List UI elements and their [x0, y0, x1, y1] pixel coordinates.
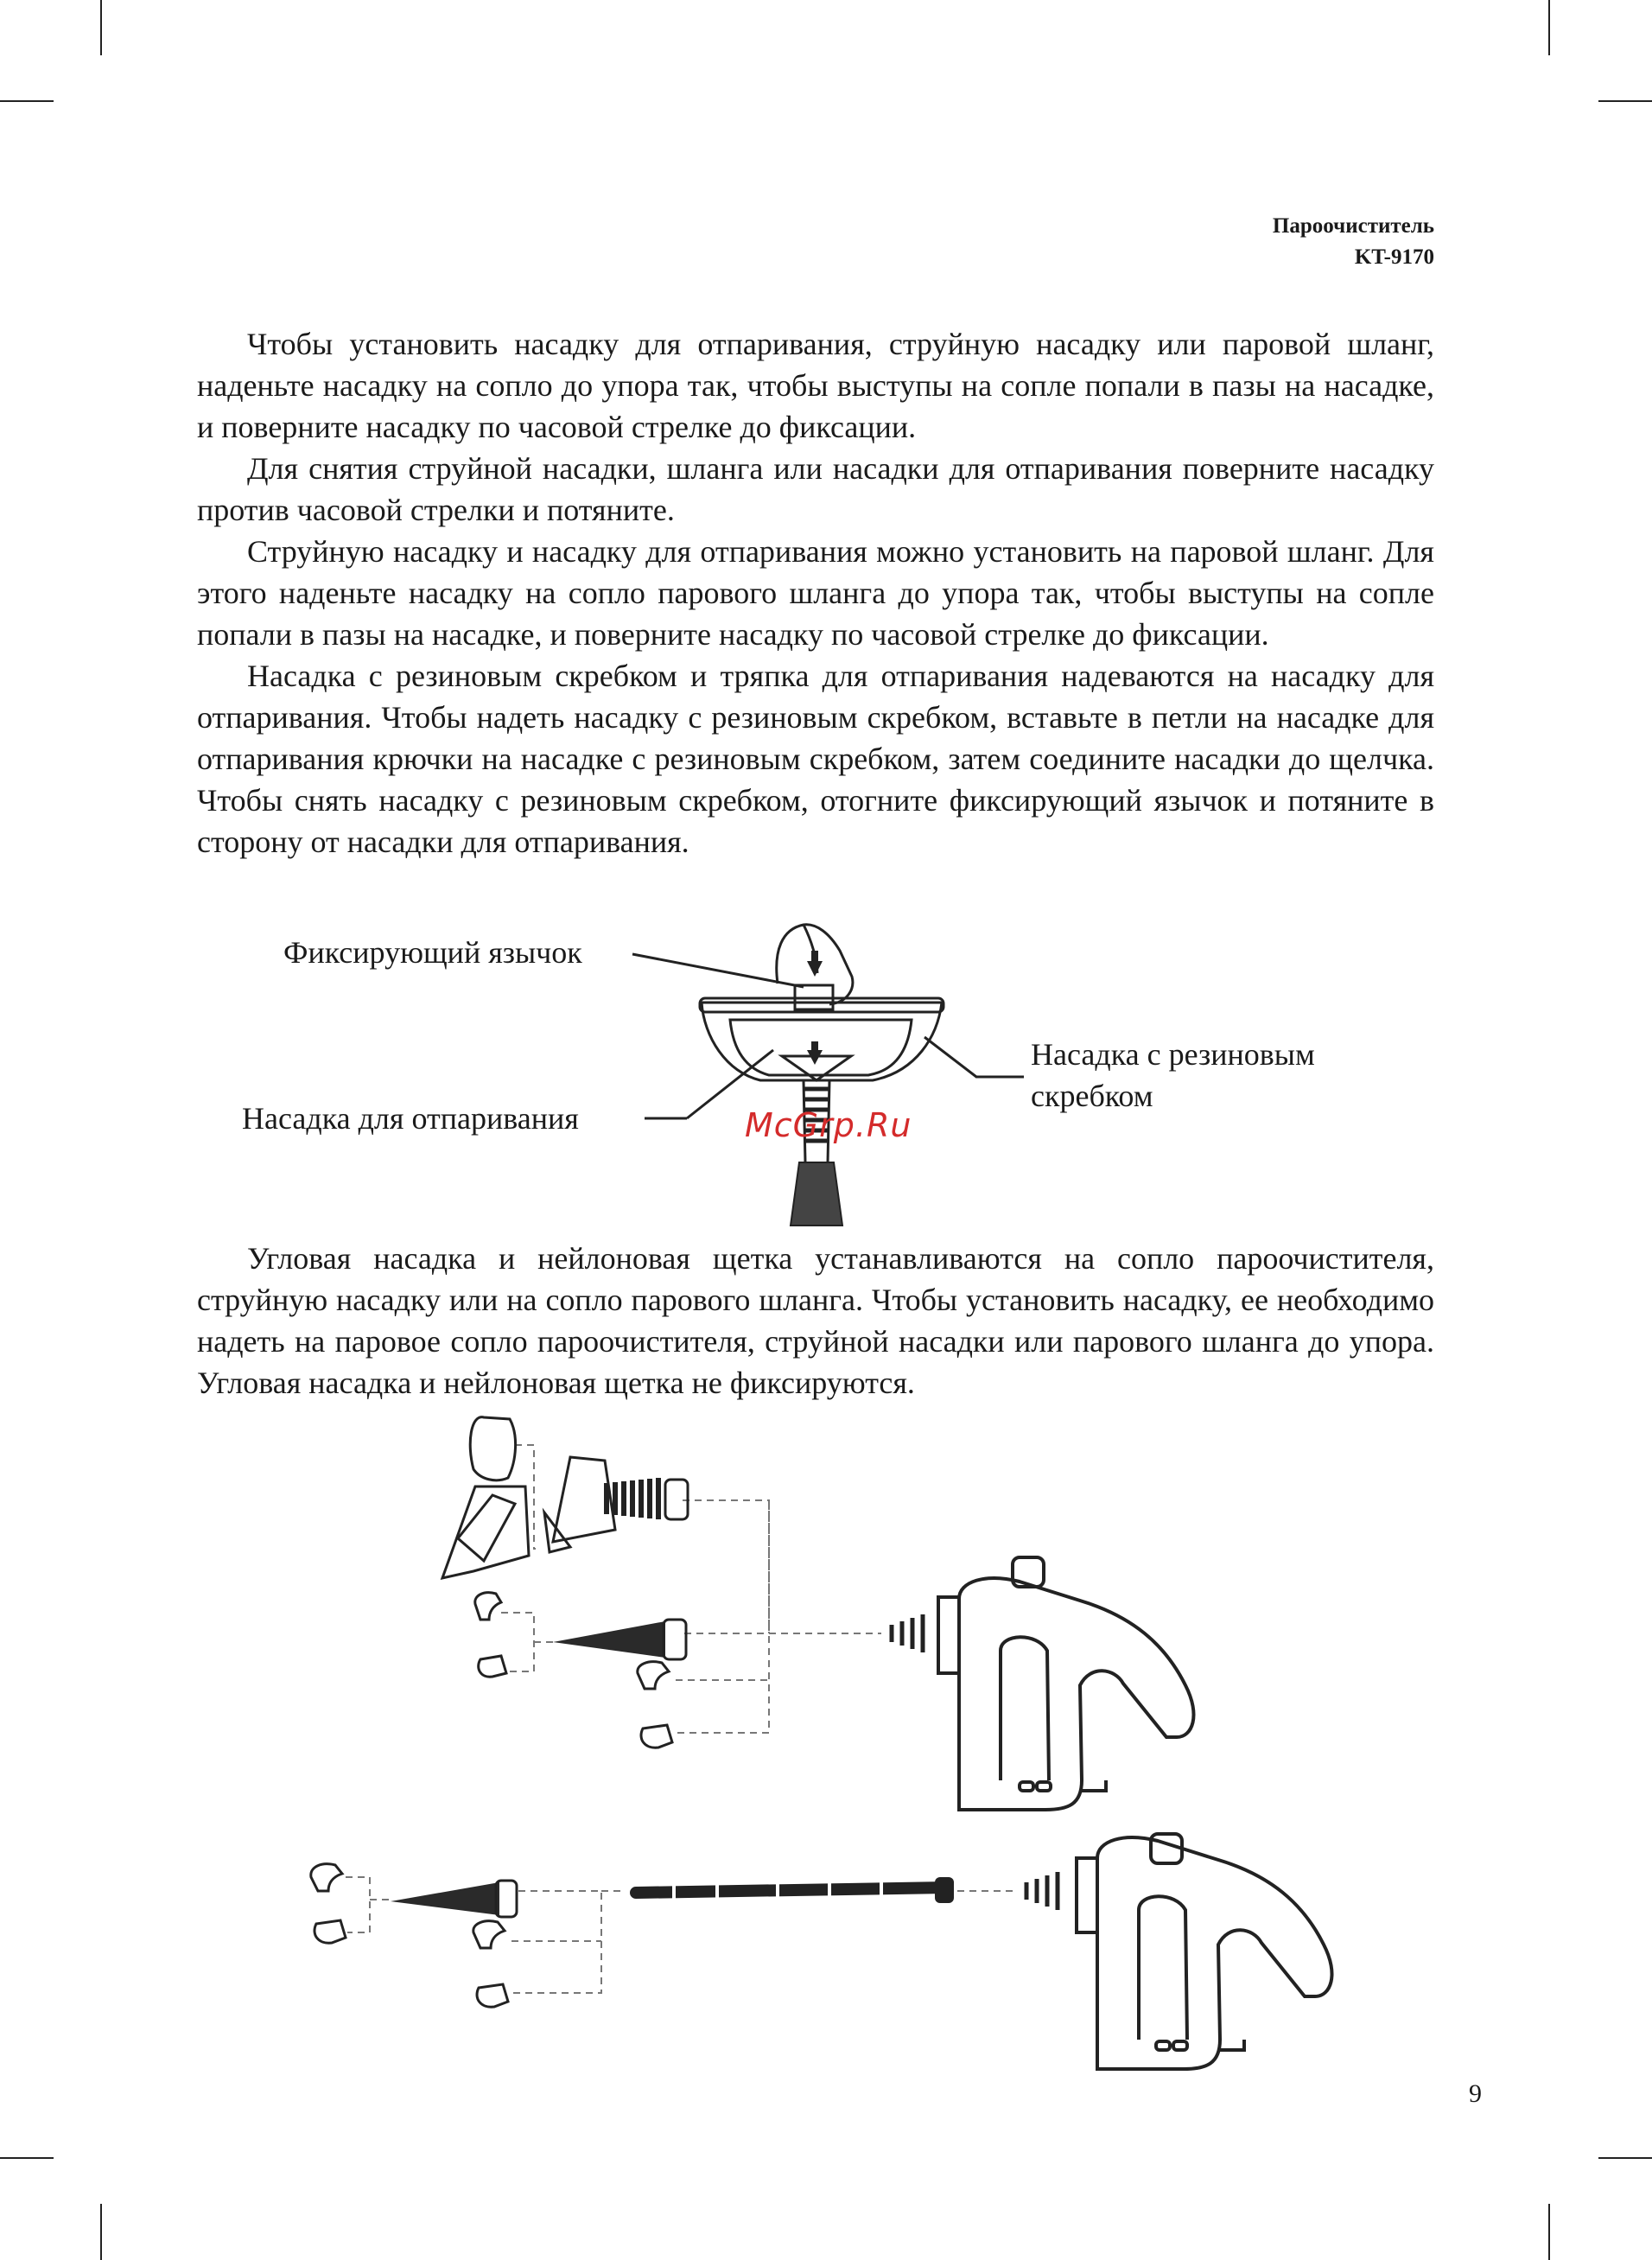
watermark: McGrp.Ru	[745, 1106, 912, 1144]
label-scraper-line1: Насадка с резиновым	[1031, 1037, 1315, 1072]
paragraph: Струйную насадку и насадку для отпаривания можно установить на паровой шланг. Для этого наденьте насадку на сопло парового шланга до упора так, чтобы выступы на сопле попали в пазы на насадке, и поверните насадку по часовой стрелке до фиксации.	[197, 534, 1434, 652]
header-model: KT-9170	[1354, 245, 1434, 269]
label-steam-nozzle: Насадка для отпаривания	[242, 1101, 579, 1136]
page-number: 9	[1469, 2079, 1482, 2108]
label-locking-tab: Фиксирующий язычок	[283, 935, 582, 970]
paragraph: Для снятия струйной насадки, шланга или насадки для отпаривания поверните насадку против часовой стрелки и потяните.	[197, 451, 1434, 527]
paragraph: Угловая насадка и нейлоновая щетка устанавливаются на сопло пароочистителя, струйную насадку или на сопло парового шланга. Чтобы установить насадку, ее необходимо надеть на паровое сопло пароочистителя, струйной насадки или парового шланга до упора. Угловая насадка и нейлоновая щетка не фиксируются.	[197, 1241, 1434, 1400]
label-scraper-line2: скребком	[1031, 1079, 1153, 1113]
paragraph: Чтобы установить насадку для отпаривания, струйную насадку или паровой шланг, наденьте насадку на сопло до упора так, чтобы выступы на сопле попали в пазы на насадке, и поверните насадку по часовой стрелке до фиксации.	[197, 327, 1434, 444]
header-title: Пароочиститель	[1272, 214, 1434, 238]
paragraph: Насадка с резиновым скребком и тряпка для отпаривания надеваются на насадку для отпаривания. Чтобы надеть насадку с резиновым скребком, вставьте в петли на насадке для отпаривания крючки на насадке с резиновым скребком, затем соедините насадки до щелчка. Чтобы снять насадку с резиновым скребком, отогните фиксирующий язычок и потяните в сторону от насадки для отпаривания.	[197, 659, 1434, 859]
